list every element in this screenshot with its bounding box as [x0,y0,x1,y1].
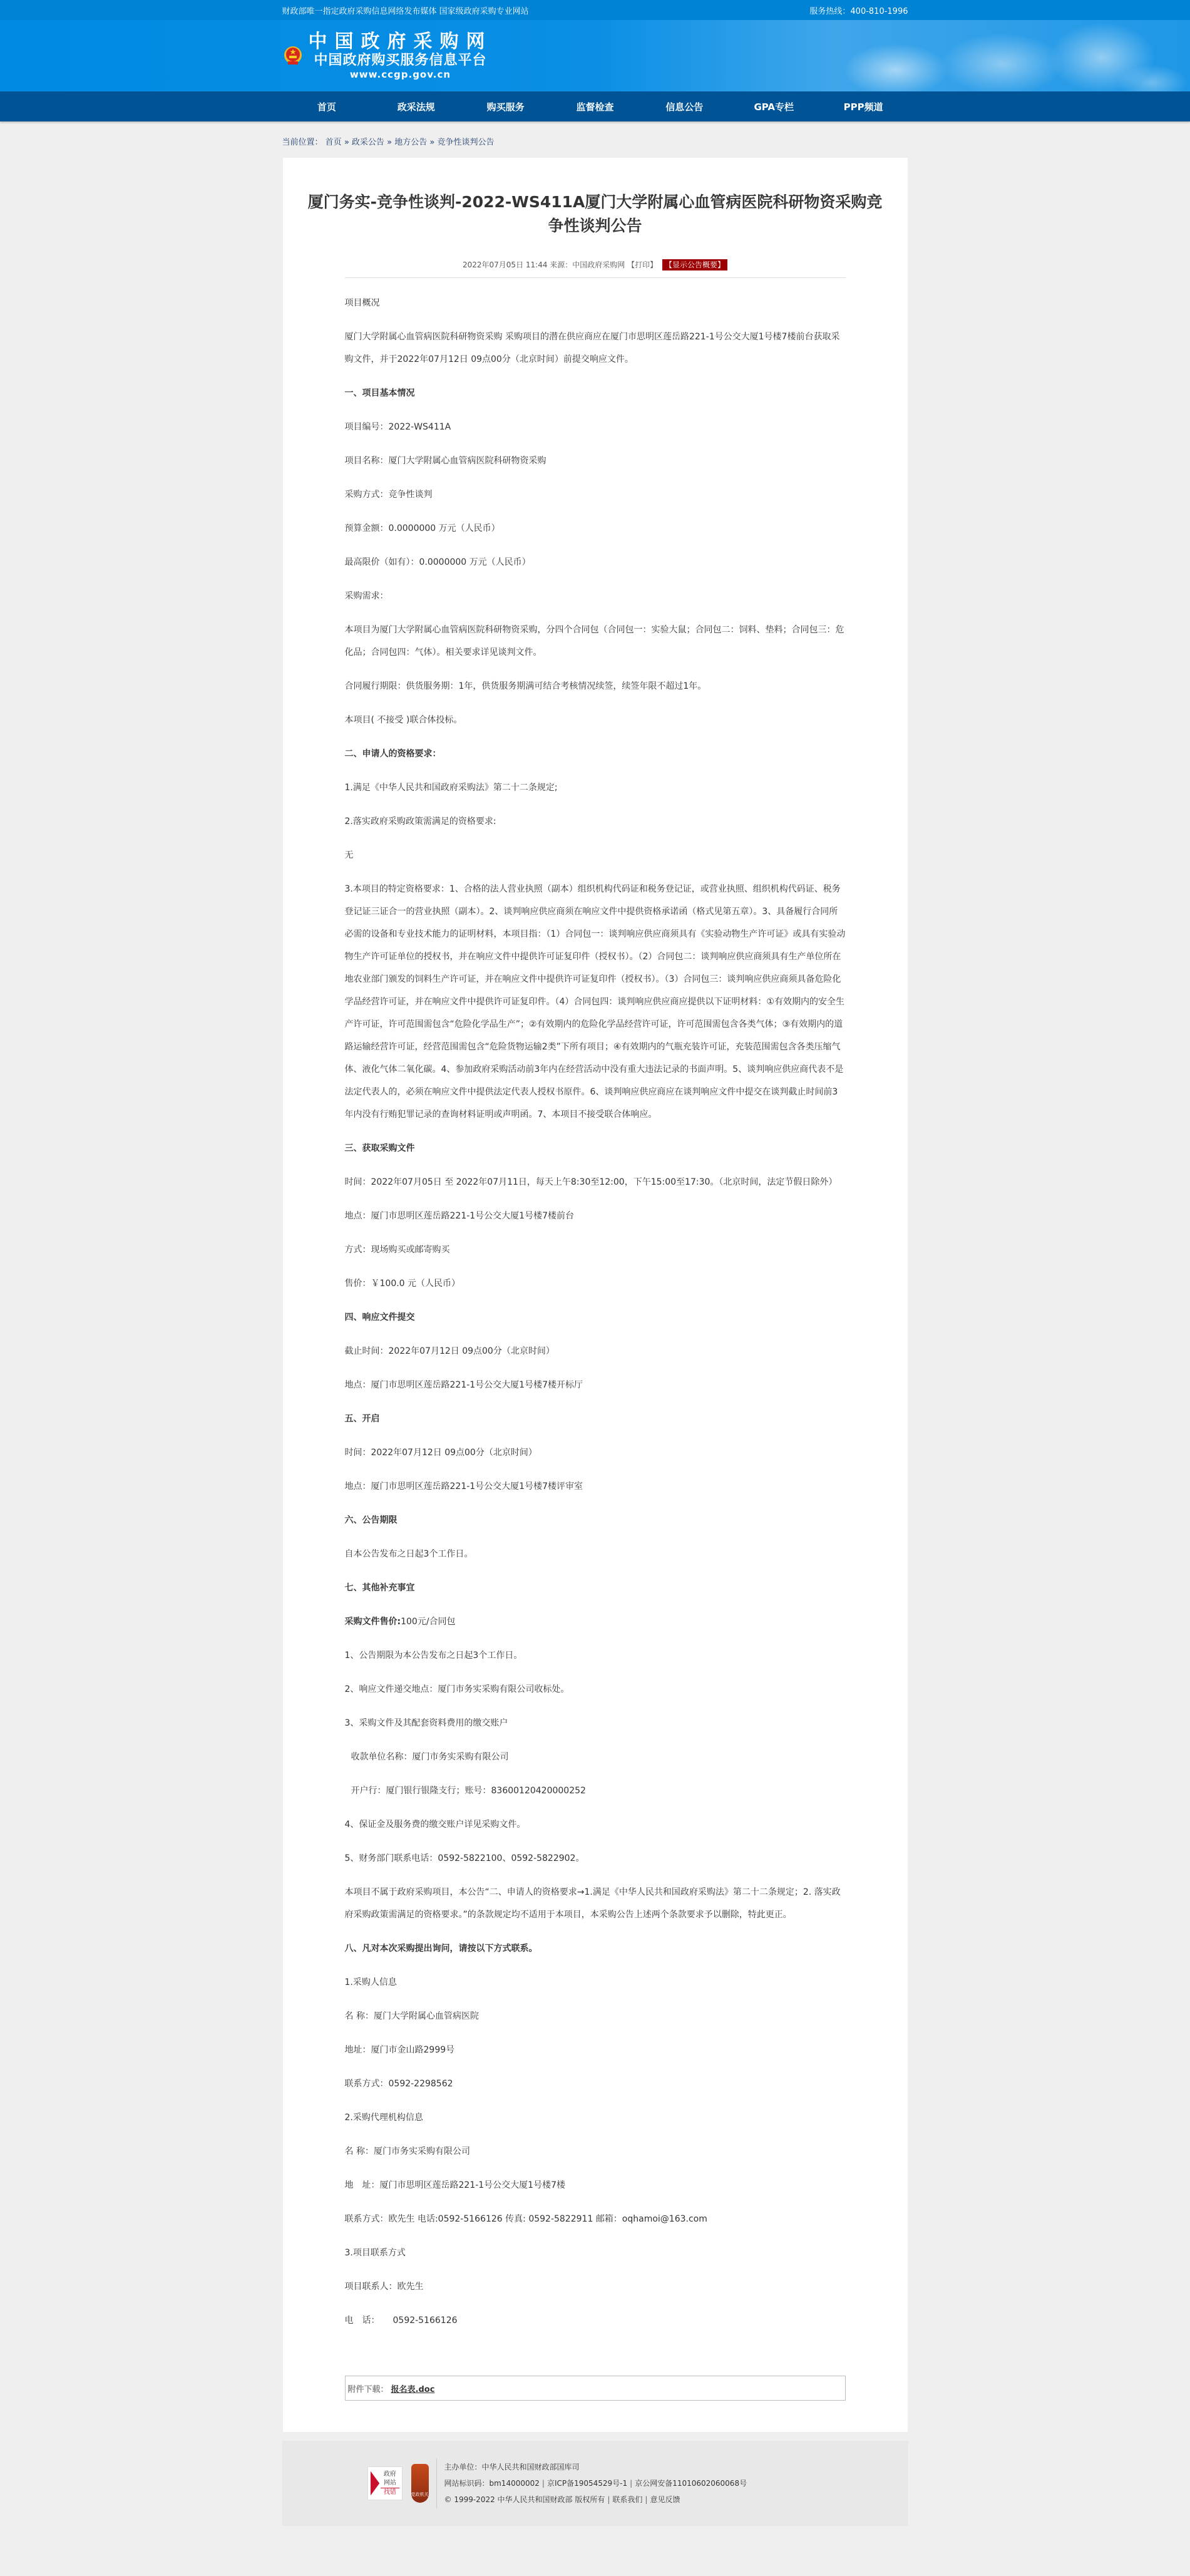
breadcrumb-separator: » [387,138,392,147]
paragraph: 1、公告期限为本公告发布之日起3个工作日。 [344,1651,523,1661]
nav-item-supervision[interactable]: 监督检查 [576,101,614,113]
paragraph: 联系方式：欧先生 电话:0592-5166126 传真: 0592-5822911 邮箱：oqhamoi@163.com [344,2214,707,2224]
paragraph: 本项目( 不接受 )联合体投标。 [344,715,463,725]
paragraph: 3.项目联系方式 [344,2248,406,2258]
breadcrumb [282,121,908,158]
paragraph [345,1610,846,1633]
section-heading: 七、其他补充事宜 [344,1583,415,1593]
paragraph: 无 [344,850,354,860]
paragraph: 采购需求： [344,591,389,601]
breadcrumb-current[interactable]: 竞争性谈判公告 [437,138,495,147]
paragraph: 最高限价（如有）：0.0000000 万元（人民币） [344,557,531,567]
paragraph: 本项目为厦门大学附属心血管病医院科研物资采购，分四个合同包（合同包一：实验大鼠；合同包二：饲料、垫料；合同包三：危化品；合同包四：气体）。相关要求详见谈判文件。 [344,625,844,657]
title-divider [345,277,846,278]
paragraph-text: 100元/合同包 [401,1617,456,1627]
nav-item-regulations[interactable]: 政采法规 [397,101,435,113]
paragraph: 预算金额：0.0000000 万元（人民币） [344,523,500,533]
party-gov-badge-text: 党政机关 [411,2492,429,2497]
paragraph: 项目编号：2022-WS411A [344,422,451,432]
paragraph: 截止时间：2022年07月12日 09点00分（北京时间） [344,1346,555,1356]
footer-icp-link[interactable]: 京ICP备19054529号-1 [546,2479,628,2488]
section-heading: 四、响应文件提交 [344,1312,415,1322]
paragraph: 5、财务部门联系电话：0592-5822100、0592-5822902。 [344,1853,585,1863]
paragraph: 项目概况 [344,298,380,308]
breadcrumb-separator: » [344,138,349,147]
paragraph: 地点：厦门市思明区莲岳路221-1号公交大厦1号楼7楼评审室 [344,1481,583,1492]
paragraph: 电 话： 0592-5166126 [344,2316,458,2326]
logo-title: 中国政府采购网 [308,31,493,53]
breadcrumb-separator: » [429,138,435,147]
paragraph: 3.本项目的特定资格要求：1、合格的法人营业执照（副本）组织机构代码证和税务登记证，或营业执照、组织机构代码证、税务登记证三证合一的营业执照（副本）。2、谈判响应供应商须在响应文件中提供资格承诺函（格式见第五章）。3、具备履行合同所必需的设备和专业技术能力的证明材料，本项目指：（1）合同包一：谈判响应供应商须具有《实验动物生产许可证》或具有实验动物生产许可证单位的授权书，并在响应文件中提供许可证复印件（授权书）。（2）合同包二：谈判响应供应商须具有生产单位所在地农业部门颁发的饲料生产许可证，并在响应文件中提供许可证复印件（授权书）。（3）合同包三：谈判响应供应商须具备危险化学品经营许可证，并在响应文件中提供许可证复印件。（4）合同包四：谈判响应供应商应提供以下证明材料：①有效期内的安全生产许可证，许可范围需包含“危险化学品生产”；②有效期内的危险化学品经营许可证，许可范围需包含各类气体；③有效期内的道路运输经营许可证，经营范围需包含“危险货物运输2类”下所有项目；④有效期内的气瓶充装许可证，充装范围需包含各类压缩气体、液化气体二氧化碳。4、参加政府采购活动前3年内在经营活动中没有重大违法记录的书面声明。5、谈判响应供应商代表不是法定代表人的，必须在响应文件中提供法定代表人授权书原件。6、谈判响应供应商应在谈判响应文件中提交在谈判截止时间前3年内没有行贿犯罪记录的查询材料证明或声明函。7、本项目不接受联合体响应。 [344,884,846,1120]
paragraph: 4、保证金及服务费的缴交账户详见采购文件。 [344,1820,526,1830]
paragraph: 1.采购人信息 [344,1977,397,1987]
nav-item-gpa[interactable]: GPA专栏 [754,101,794,113]
publish-datetime: 2022年07月05日 11:44 [462,260,548,269]
breadcrumb-home[interactable]: 首页 [325,138,342,147]
breadcrumb-local[interactable]: 地方公告 [394,138,428,147]
header-banner [0,20,1190,91]
paragraph: 地点：厦门市思明区莲岳路221-1号公交大厦1号楼7楼开标厅 [344,1380,583,1390]
article-meta [283,259,908,270]
footer-site-id: 网站标识码：bm14000002 [444,2479,540,2488]
paragraph: 3、采购文件及其配套资料费用的缴交账户 [344,1718,508,1728]
paragraph: 项目名称：厦门大学附属心血管病医院科研物资采购 [344,456,546,466]
attachment-label: 附件下载： [347,2384,389,2394]
party-gov-badge-icon[interactable] [411,2464,429,2503]
service-hotline: 服务热线：400-810-1996 [809,6,908,16]
gov-site-error-report-badge[interactable] [367,2466,403,2500]
footer-police-link[interactable]: 京公网安备11010602060068号 [635,2479,747,2488]
show-summary-button[interactable]: 【显示公告概要】 [662,259,727,270]
badge1-line2: 找错 [381,2488,399,2497]
paragraph: 时间：2022年07月05日 至 2022年07月11日，每天上午8:30至12:00，下午15:00至17:30。（北京时间，法定节假日除外） [344,1177,838,1187]
nav-item-home[interactable]: 首页 [317,101,336,113]
section-heading: 五、开启 [344,1414,380,1424]
paragraph: 联系方式：0592-2298562 [344,2079,453,2089]
paragraph-lead: 采购文件售价: [344,1617,401,1627]
paragraph: 厦门大学附属心血管病医院科研物资采购 采购项目的潜在供应商应在厦门市思明区莲岳路221-1号公交大厦1号楼7楼前台获取采购文件，并于2022年07月12日 09点00分（北京时间）前提交响应文件。 [344,332,840,364]
paragraph: 项目联系人：欧先生 [344,2282,424,2292]
section-heading: 六、公告期限 [344,1515,398,1525]
nav-item-announcements[interactable]: 信息公告 [665,101,704,113]
print-link[interactable]: 【打印】 [627,260,658,269]
paragraph: 方式：现场购买或邮寄购买 [344,1245,450,1255]
magnifier-icon [371,2471,380,2496]
footer-feedback-link[interactable]: 意见反馈 [650,2495,680,2504]
article-card [283,158,908,2432]
footer-copyright: © 1999-2022 中华人民共和国财政部 版权所有 [444,2495,605,2504]
breadcrumb-announcements[interactable]: 政采公告 [351,138,384,147]
breadcrumb-prefix: 当前位置： [282,138,323,147]
attachment-link[interactable]: 报名表.doc [391,2384,435,2394]
section-heading: 三、获取采购文件 [344,1143,415,1153]
national-emblem-icon [284,37,302,75]
section-heading: 八、凡对本次采购提出询问，请按以下方式联系。 [344,1944,538,1954]
logo-url: www.ccgp.gov.cn [349,69,451,80]
footer-host: 主办单位：中华人民共和国财政部国库司 [444,2463,580,2471]
article-body [345,292,846,2332]
paragraph: 2.落实政府采购政策需满足的资格要求: [344,817,496,827]
article-title: 厦门务实-竞争性谈判-2022-WS411A厦门大学附属心血管病医院科研物资采购竞争性谈判公告 [307,193,883,235]
logo-subtitle: 中国政府购买服务信息平台 [314,53,487,68]
paragraph: 2.采购代理机构信息 [344,2113,423,2123]
paragraph: 地 址：厦门市思明区莲岳路221-1号公交大厦1号楼7楼 [344,2180,565,2190]
main-nav [0,91,1190,121]
section-heading: 一、项目基本情况 [344,388,415,398]
top-bar [0,0,1190,20]
paragraph: 自本公告发布之日起3个工作日。 [344,1549,473,1559]
paragraph: 合同履行期限：供货服务期：1年，供货服务期满可结合考核情况续签，续签年限不超过1年。 [344,681,707,691]
paragraph: 名 称：厦门大学附属心血管病医院 [344,2011,479,2021]
nav-item-ppp[interactable]: PPP频道 [843,101,883,113]
footer-contact-link[interactable]: 联系我们 [612,2495,643,2504]
paragraph: 地点：厦门市思明区莲岳路221-1号公交大厦1号楼7楼前台 [344,1211,574,1221]
indented-paragraph: 收款单位名称：厦门市务实采购有限公司 [351,1752,509,1762]
site-logo-link[interactable] [282,31,493,80]
paragraph: 时间：2022年07月12日 09点00分（北京时间） [344,1448,537,1458]
section-heading: 二、申请人的资格要求： [344,749,441,759]
paragraph: 地址：厦门市金山路2999号 [344,2045,455,2055]
paragraph: 名 称：厦门市务实采购有限公司 [344,2146,470,2156]
nav-item-purchase-services[interactable]: 购买服务 [486,101,525,113]
site-slogan: 财政部唯一指定政府采购信息网络发布媒体 国家级政府采购专业网站 [282,6,529,16]
footer: 政府网站 找错 党政机关 主办单位：中华人民共和国财政部国库司 网站标识码：bm14000002 | 京ICP备19054529号-1 | 京公网安备11010602060068号 © 1999-2022 中华人民共和国财政部 版权所有 | 联系我们 | 意见反馈 [282,2441,908,2526]
indented-paragraph: 开户行：厦门银行银隆支行；账号：83600120420000252 [351,1786,586,1796]
paragraph: 本项目不属于政府采购项目，本公告“二、申请人的资格要求→1.满足《中华人民共和国政府采购法》第二十二条规定；2. 落实政府采购政策需满足的资格要求。”的条款规定均不适用于本项目，本采购公告上述两个条款要求予以删除，特此更正。 [344,1887,841,1920]
paragraph: 2、响应文件递交地点：厦门市务实采购有限公司收标处。 [344,1684,570,1694]
attachment-box [345,2376,846,2401]
badge1-line1: 政府网站 [383,2470,396,2486]
paragraph: 采购方式：竞争性谈判 [344,490,433,500]
article-source: 来源：中国政府采购网 [550,260,625,269]
footer-divider [436,2458,437,2508]
paragraph: 售价：￥100.0 元（人民币） [344,1279,461,1289]
paragraph: 1.满足《中华人民共和国政府采购法》第二十二条规定; [344,783,558,793]
